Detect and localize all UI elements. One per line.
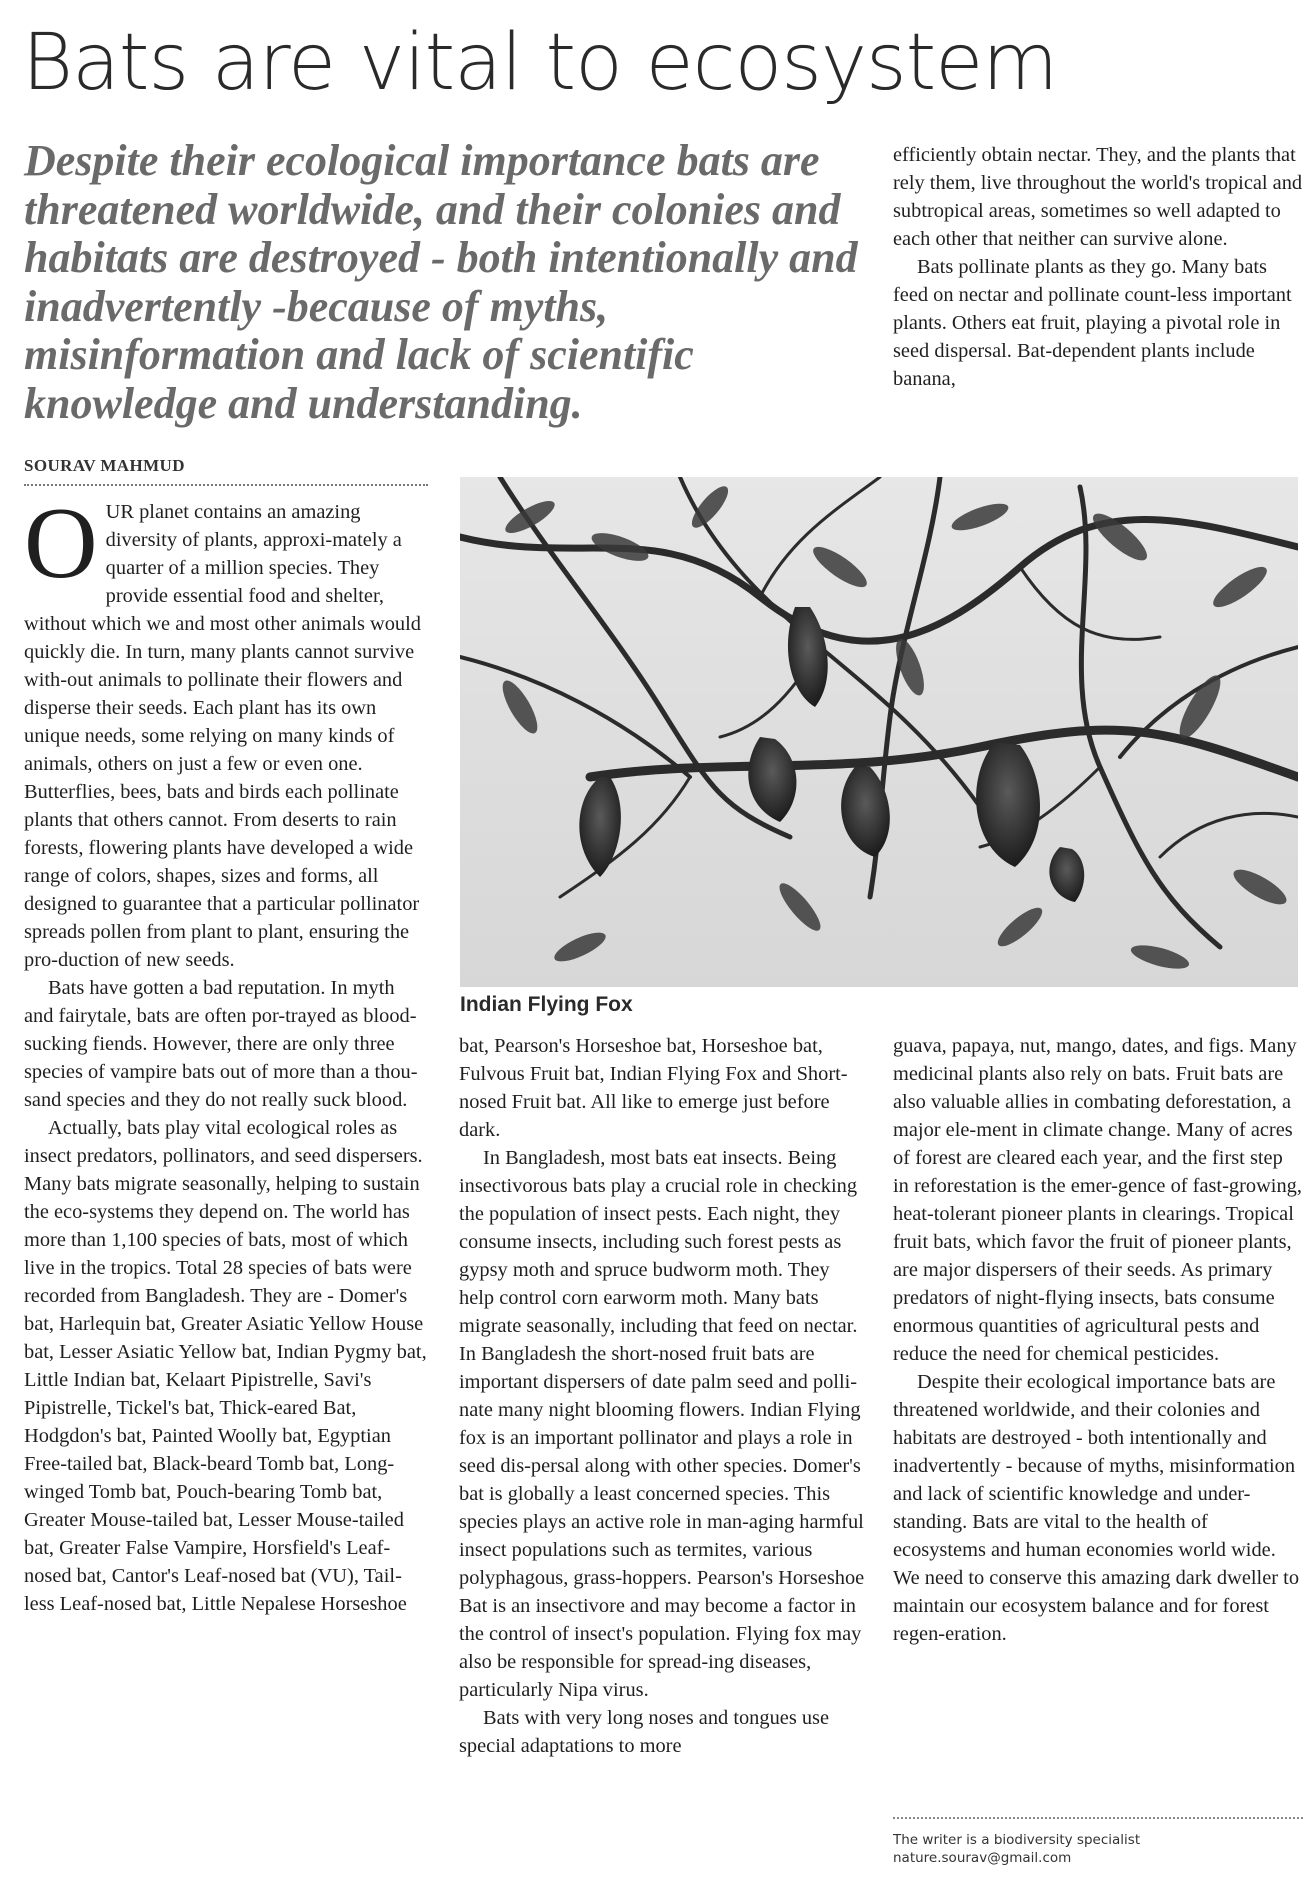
paragraph-3: Actually, bats play vital ecological roles as insect predators, pollinators, and seed dispersers. Many bats migrate seasonally, helping to sustain the eco-systems they depend on. The world has more than 1,100 species of bats, most of which live in the tropics. Total 28 species of bats were recorded from Bangladesh. They are - Domer's bat, Harlequin bat, Greater Asiatic Yellow House bat, Lesser Asiatic Yellow bat, Indian Pygmy bat, Little Indian bat, Kelaart Pipistrelle, Savi's Pipistrelle, Tickel's bat, Thick-eared Bat, Hodgdon's bat, Painted Woolly bat, Egyptian Free-tailed bat, Black-beard Tomb bat, Long-winged Tomb bat, Pouch-bearing Tomb bat, Greater Mouse-tailed bat, Lesser Mouse-tailed bat, Greater False Vampire, Horsfield's Leaf-nosed bat, Cantor's Leaf-nosed bat (VU), Tail-less Leaf-nosed bat, Little Nepalese Horseshoe <box>24 1117 427 1615</box>
deck-summary: Despite their ecological importance bats are threatened worldwide, and their colonies and habitats are destroyed - both intentionally and inadvertently -because of myths, misinformation and lack of scientific knowledge and understanding. <box>24 136 858 428</box>
paragraph-9: guava, papaya, nut, mango, dates, and figs. Many medicinal plants also rely on bats. Fruit bats are also valuable allies in combating deforestation, a major ele-ment in climate change. Many of acres of forest are cleared each year, and the first step in reforestation is the emer-gence of fast-growing, heat-tolerant pioneer plants in clearings. Tropical fruit bats, which favor the fruit of pioneer plants, are major dispersers of their seeds. As primary predators of night-flying insects, bats consume enormous quantities of agricultural pests and reduce the need for chemical pesticides. <box>893 1035 1302 1365</box>
paragraph-10: Despite their ecological importance bats are threatened worldwide, and their colonies and habitats are destroyed - both intentionally and inadvertently - because of myths, misinformation and lack of scientific knowledge and under-standing. Bats are vital to the health of ecosystems and human economies world wide. We need to conserve this amazing dark dweller to maintain our ecosystem balance and for forest regen-eration. <box>893 1371 1300 1645</box>
photo-indian-flying-fox <box>460 477 1298 987</box>
headline: Bats are vital to ecosystem <box>22 18 1058 108</box>
article-column-2 <box>459 1032 865 1878</box>
article-column-3-bottom <box>893 1032 1303 1812</box>
branches <box>460 477 1298 947</box>
paragraph-1-text: UR planet contains an amazing diversity of plants, approxi-mately a quarter of a million species. They provide essential food and shelter, without which we and most other animals would quickly die. In turn, many plants cannot survive with-out animals to pollinate their flowers and disperse their seeds. Each plant has its own unique needs, some relying on many kinds of animals, others on just a few or even one. Butterflies, bees, bats and birds each pollinate plants that others cannot. From deserts to rain forests, flowering plants have developed a wide range of colors, shapes, sizes and forms, all designed to guarantee that a particular pollinator spreads pollen from plant to plant, ensuring the pro-duction of new seeds. <box>24 501 421 971</box>
hanging-bats <box>579 607 1084 902</box>
author-bio: The writer is a biodiversity specialist <box>893 1832 1141 1848</box>
drop-cap: O <box>24 498 98 600</box>
paragraph-5: In Bangladesh, most bats eat insects. Being insectivorous bats play a crucial role in checking the population of insect pests. Each night, they consume insects, including such forest pests as gypsy moth and spruce budworm moth. They help control corn earworm moth. Many bats migrate seasonally, including that feed on nectar. In Bangladesh the short-nosed fruit bats are important dispersers of date palm seed and polli-nate many night blooming flowers. Indian Flying fox is an important pollinator and plays a role in seed dis-persal along with other species. Domer's bat is globally a least concerned species. This species plays an active role in man-aging harmful insect populations such as termites, various polyphagous, grass-hoppers. Pearson's Horseshoe Bat is an insectivore and may become a factor in the control of insect's population. Flying fox may also be responsible for spread-ing diseases, particularly Nipa virus. <box>459 1147 865 1701</box>
paragraph-7: efficiently obtain nectar. They, and the plants that rely them, live throughout the world's tropical and subtropical areas, sometimes so well adapted to each other that neither can survive alone. <box>893 144 1303 250</box>
article-column-3-top <box>893 141 1303 449</box>
paragraph-2: Bats have gotten a bad reputation. In myth and fairytale, bats are often por-trayed as blood-sucking fiends. However, there are only three species of vampire bats out of more than a thou-sand species and they do not really suck blood. <box>24 977 418 1111</box>
author-email[interactable]: nature.sourav@gmail.com <box>893 1850 1072 1866</box>
paragraph-6: Bats with very long noses and tongues use special adaptations to more <box>459 1707 830 1757</box>
paragraph-1 <box>24 498 428 974</box>
author-note <box>893 1817 1303 1867</box>
byline: SOURAV MAHMUD <box>24 456 428 486</box>
tree-bats-illustration <box>460 477 1298 987</box>
photo-caption: Indian Flying Fox <box>460 993 633 1016</box>
paragraph-8: Bats pollinate plants as they go. Many bats feed on nectar and pollinate count-less important plants. Others eat fruit, playing a pivotal role in seed dispersal. Bat-dependent plants include banana, <box>893 256 1292 390</box>
paragraph-4: bat, Pearson's Horseshoe bat, Horseshoe bat, Fulvous Fruit bat, Indian Flying Fox and Short-nosed Fruit bat. All like to emerge just before dark. <box>459 1035 848 1141</box>
article-column-1 <box>24 498 428 1878</box>
